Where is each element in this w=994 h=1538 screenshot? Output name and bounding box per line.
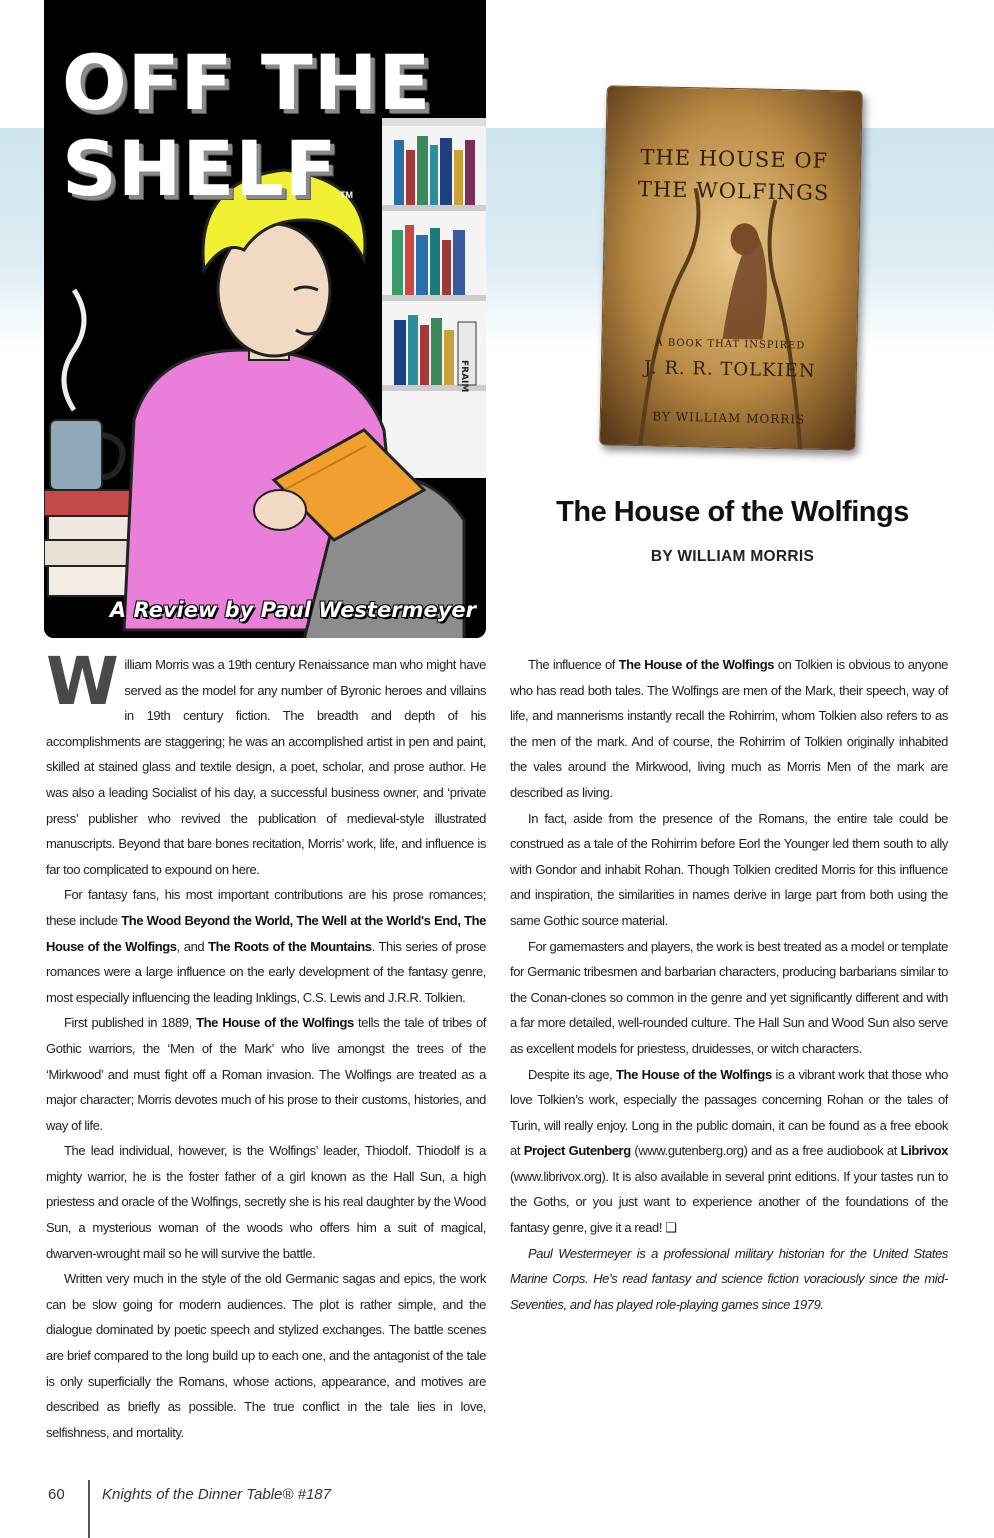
- cover-tagline: A BOOK THAT INSPIRED: [655, 337, 806, 352]
- book-cover-image: [599, 85, 862, 450]
- banner-title: [62, 40, 482, 212]
- trademark-mark: TM: [340, 190, 353, 200]
- banner-title-line2: SHELF: [62, 124, 338, 213]
- cover-author: BY WILLIAM MORRIS: [652, 409, 806, 427]
- off-the-shelf-banner: [44, 0, 486, 638]
- magazine-name: Knights of the Dinner Table® #187: [102, 1486, 331, 1503]
- cover-title-line2: THE WOLFINGS: [637, 177, 830, 206]
- book-author-heading: BY WILLIAM MORRIS: [650, 548, 815, 565]
- article-paragraph-1: William Morris was a 19th century Renaissance man who might have served as the model for any number of Byronic heroes and villains in 19th century fiction. The breadth and depth of his accomplishments are staggering; he was an accomplished artist in pen and paint, skilled at stained glass and textile design, a poet, scholar, and prose author. He was also a leading Socialist of his day, a successful business owner, and ‘private press’ publisher who revived the publication of medieval-style illustrated manuscripts. Beyond that bare bones recitation, Morris’ work, life, and influence is far too complicated to expound on here.: [46, 643, 486, 877]
- author-bio: Paul Westermeyer is a professional military historian for the United States Marine Corps. He’s read fantasy and science fiction voraciously since the mid-Seventies, and has played role-playing games since 1979.: [510, 1245, 948, 1312]
- banner-title-line1: OFF THE: [62, 38, 432, 127]
- spine-label: FRAIM: [459, 360, 469, 393]
- cover-title-line1: THE HOUSE OF: [640, 145, 829, 174]
- cover-title: [605, 140, 862, 209]
- footer-divider: [88, 1480, 90, 1538]
- drop-cap: W: [46, 643, 119, 720]
- article-paragraph-3: First published in 1889, The House of the Wolfings tells the tale of tribes of Gothic warriors, the ‘Men of the Mark’ who live amongst the trees of the ‘Mirkwood’ and must fight off a Roman invasion. The Wolfings are treated as a major character; Morris devotes much of his prose to their customs, histories, and way of life.: [46, 1015, 486, 1133]
- article-column-left: [46, 643, 486, 1445]
- page-number: 60: [48, 1486, 65, 1503]
- cover-tolkien: J. R. R. TOLKIEN: [643, 357, 816, 382]
- book-title-heading: The House of the Wolfings: [556, 496, 909, 528]
- article-paragraph-6: The influence of The House of the Wolfings on Tolkien is obvious to anyone who has read both tales. The Wolfings are men of the Mark, their speech, way of life, and mannerisms instantly recall the Rohirrim, whom Tolkien also refers to as the men of the mark. And of course, the Rohirrim of Tolkien originally inhabited the vales around the Mirkwood, living much as Morris Men of the mark are described as living.: [510, 657, 948, 800]
- article-paragraph-5: Written very much in the style of the old Germanic sagas and epics, the work can be slow going for modern audiences. The plot is rather simple, and the dialogue dominated by poetic speech and stylized exchanges. The battle scenes are brief compared to the long build up to each one, and the antagonist of the tale is only superficially the Romans, whose actions, appearance, and motives are described as briefly as possible. The true conflict in the tale lies in love, selfishness, and mortality.: [46, 1271, 486, 1440]
- article-paragraph-7: In fact, aside from the presence of the Romans, the entire tale could be construed as a tale of the Rohirrim before Eorl the Younger led them south to ally with Gondor and inhabit Rohan. Though Tolkien credited Morris for this influence and inspiration, the similarities in names derive in large part from both using the same Gothic source material.: [510, 810, 948, 928]
- article-paragraph-2: For fantasy fans, his most important contributions are his prose romances; these include The Wood Beyond the World, The Well at the World's End, The House of the Wolfings, and The Roots of the Mountains. This series of prose romances were a large influence on the early development of the fantasy genre, most especially influencing the leading Inklings, C.S. Lewis and J.R.R. Tolkien.: [46, 887, 486, 1005]
- article-paragraph-9: Despite its age, The House of the Wolfings is a vibrant work that those who love Tolkien’s work, especially the passages concerning Rohan or the tales of Turin, will really enjoy. Long in the public domain, it can be found as a free ebook at Project Gutenberg (www.gutenberg.org) and as a free audiobook at Librivox (www.librivox.org). It is also available in several print editions. If your tastes run to the Goths, or you just want to experience another of the foundations of the fantasy genre, give it a read! ❑: [510, 1066, 948, 1236]
- review-byline: A Review by Paul Westermeyer: [109, 598, 476, 622]
- article-column-right: [510, 652, 948, 1317]
- article-paragraph-4: The lead individual, however, is the Wolfings’ leader, Thiodolf. Thiodolf is a mighty warrior, he is the foster father of a girl known as the Hall Sun, a high priestess and oracle of the Wolfings, secretly she is his real daughter by the Wood Sun, a mysterious woman of the woods who offers him a suit of magical, dwarven-wrought mail so he will survive the battle.: [46, 1143, 486, 1261]
- article-paragraph-8: For gamemasters and players, the work is best treated as a model or template for Germanic tribesmen and barbarian characters, producing barbarians similar to the Conan-clones so common in the genre and yet significantly different and with a far more detailed, well-rounded culture. The Hall Sun and Wood Sun also serve as excellent models for priestess, druidesses, or witch characters.: [510, 938, 948, 1056]
